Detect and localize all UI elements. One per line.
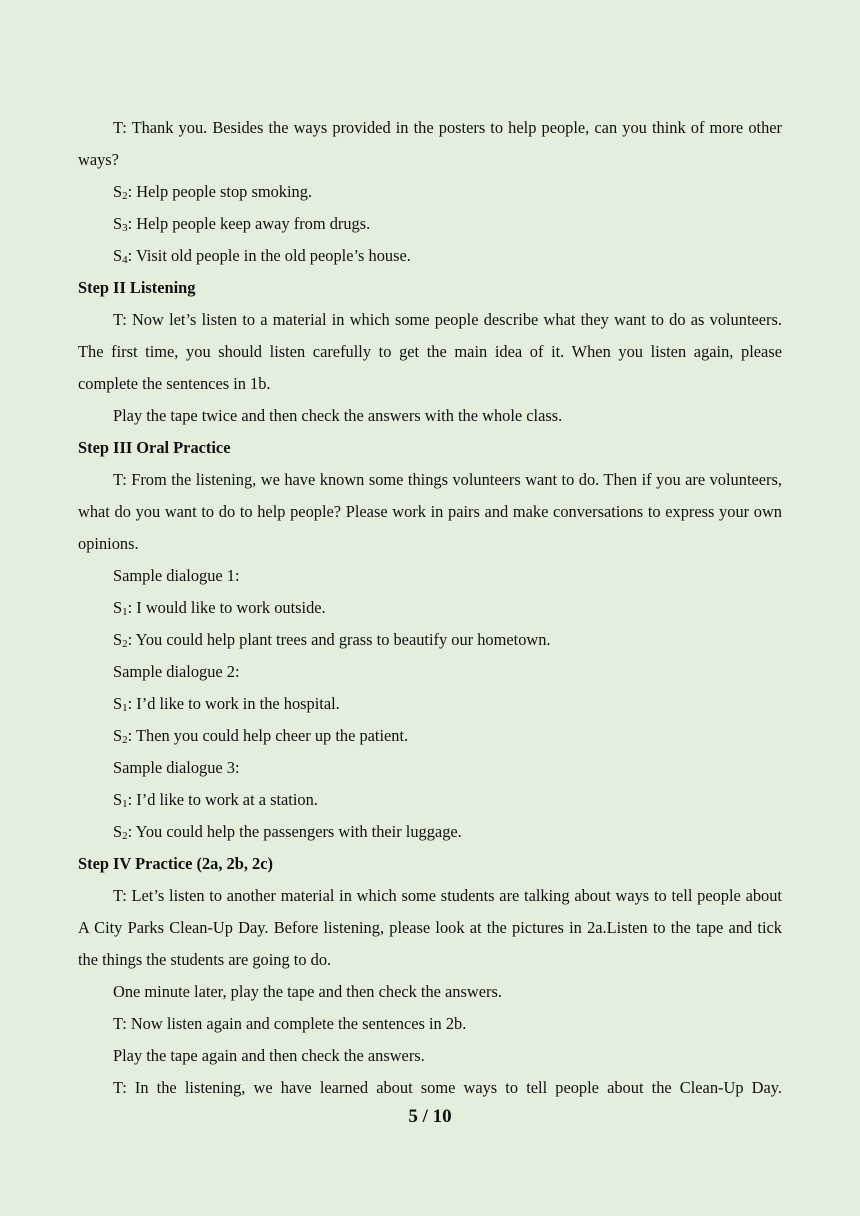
dialogue-text: : I’d like to work in the hospital. <box>127 694 340 713</box>
dialogue-line <box>78 240 782 272</box>
dialogue-text: : I’d like to work at a station. <box>127 790 318 809</box>
speaker-label: S <box>113 726 123 745</box>
dialogue-line <box>78 816 782 848</box>
speaker-label: S <box>113 214 123 233</box>
dialogue-line <box>78 592 782 624</box>
dialogue-line <box>78 624 782 656</box>
dialogue-text: : Visit old people in the old people’s house. <box>127 246 411 265</box>
speaker-number: 3 <box>122 222 128 234</box>
speaker-label: S <box>113 694 123 713</box>
speaker-label: S <box>113 630 123 649</box>
document-body <box>78 112 782 1104</box>
paragraph: Sample dialogue 2: <box>113 662 240 681</box>
paragraph: T: Now let’s listen to a material in which some people describe what they want to do as volunteers. The first time, you should listen carefully to get the main idea of it. When you listen again, please complete the sentences in 1b. <box>78 310 782 393</box>
section-heading: Step III Oral Practice <box>78 438 231 457</box>
speaker-label: S <box>113 598 123 617</box>
speaker-label: S <box>113 822 123 841</box>
dialogue-text: : You could help plant trees and grass to beautify our hometown. <box>127 630 551 649</box>
speaker-number: 1 <box>122 798 128 810</box>
speaker-label: S <box>113 790 123 809</box>
speaker-label: S <box>113 246 123 265</box>
speaker-number: 2 <box>122 734 128 746</box>
speaker-number: 1 <box>122 606 128 618</box>
dialogue-line <box>78 720 782 752</box>
dialogue-text: : You could help the passengers with their luggage. <box>127 822 462 841</box>
speaker-label: S <box>113 182 123 201</box>
dialogue-line <box>78 688 782 720</box>
speaker-number: 2 <box>122 830 128 842</box>
speaker-number: 2 <box>122 638 128 650</box>
paragraph: Sample dialogue 1: <box>113 566 240 585</box>
paragraph: T: In the listening, we have learned about some ways to tell people about the Clean-Up Day. <box>113 1078 782 1097</box>
paragraph: Sample dialogue 3: <box>113 758 240 777</box>
paragraph: T: Let’s listen to another material in which some students are talking about ways to tell people about A City Parks Clean-Up Day. Before listening, please look at the pictures in 2a.Listen to the tape and tick the things the students are going to do. <box>78 886 782 969</box>
section-heading: Step II Listening <box>78 278 196 297</box>
paragraph: T: From the listening, we have known some things volunteers want to do. Then if you are volunteers, what do you want to do to help people? Please work in pairs and make conversations to express your own opinions. <box>78 470 782 553</box>
speaker-number: 1 <box>122 702 128 714</box>
dialogue-line <box>78 176 782 208</box>
dialogue-text: : Help people stop smoking. <box>127 182 313 201</box>
paragraph: Play the tape again and then check the answers. <box>113 1046 425 1065</box>
paragraph: T: Now listen again and complete the sentences in 2b. <box>113 1014 467 1033</box>
speaker-number: 4 <box>122 254 128 266</box>
speaker-number: 2 <box>122 190 128 202</box>
page-number: 5 / 10 <box>408 1106 452 1127</box>
dialogue-text: : I would like to work outside. <box>127 598 326 617</box>
paragraph: One minute later, play the tape and then check the answers. <box>113 982 502 1001</box>
dialogue-text: : Help people keep away from drugs. <box>127 214 371 233</box>
dialogue-line <box>78 208 782 240</box>
paragraph: Play the tape twice and then check the answers with the whole class. <box>113 406 563 425</box>
dialogue-line <box>78 784 782 816</box>
dialogue-text: : Then you could help cheer up the patient. <box>127 726 409 745</box>
paragraph: T: Thank you. Besides the ways provided in the posters to help people, can you think of more other ways? <box>78 118 782 169</box>
section-heading: Step IV Practice (2a, 2b, 2c) <box>78 854 273 873</box>
